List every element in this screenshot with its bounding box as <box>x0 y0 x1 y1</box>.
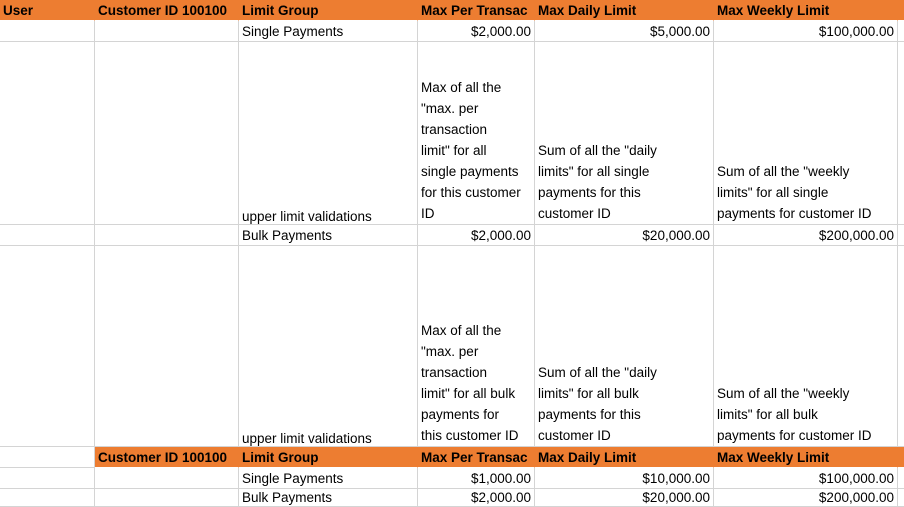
header-max-daily-cell[interactable] <box>535 0 714 21</box>
per-transaction-note: Max of all the "max. per transaction limit" for all bulk payments for this customer ID <box>421 323 519 443</box>
header-max-per-transaction-label: Max Per Transac <box>421 2 528 18</box>
per-transaction-value: $2,000.00 <box>470 490 531 505</box>
header-max-daily-label: Max Daily Limit <box>538 2 637 18</box>
table-row <box>0 21 904 42</box>
extra-cell[interactable] <box>898 246 904 447</box>
table-row <box>0 246 904 447</box>
daily-limit-note: Sum of all the "daily limits" for all bulk payments for this customer ID <box>538 365 657 443</box>
header-max-weekly-cell[interactable] <box>714 0 898 21</box>
header-extra-cell[interactable] <box>898 0 904 21</box>
table-row <box>0 225 904 246</box>
user-cell[interactable] <box>0 468 95 489</box>
limit-group-cell[interactable] <box>239 246 418 447</box>
header-limit-group-cell[interactable] <box>239 0 418 21</box>
header-max-per-transaction-label: Max Per Transac <box>421 449 528 465</box>
per-transaction-cell[interactable] <box>418 225 535 246</box>
weekly-limit-note-cell[interactable] <box>714 246 898 447</box>
weekly-limit-cell[interactable] <box>714 21 898 42</box>
limit-group-label: Single Payments <box>242 23 344 39</box>
daily-limit-value: $20,000.00 <box>642 490 710 505</box>
header-user-cell[interactable] <box>0 0 95 21</box>
header-row-fill <box>95 447 904 468</box>
header-customer-id-cell[interactable] <box>95 0 239 21</box>
limit-group-cell[interactable] <box>239 21 418 42</box>
daily-limit-note-cell[interactable] <box>535 246 714 447</box>
extra-cell[interactable] <box>898 468 904 489</box>
daily-limit-cell[interactable] <box>535 225 714 246</box>
weekly-limit-cell[interactable] <box>714 468 898 489</box>
header-max-daily-cell[interactable] <box>535 447 714 468</box>
per-transaction-cell[interactable] <box>418 21 535 42</box>
limit-group-cell[interactable] <box>239 225 418 246</box>
per-transaction-note-cell[interactable] <box>418 42 535 225</box>
header-max-per-transaction-cell[interactable] <box>418 0 535 21</box>
limit-group-label: Bulk Payments <box>242 490 333 505</box>
limit-group-cell[interactable] <box>239 468 418 489</box>
user-cell[interactable] <box>0 447 95 468</box>
header-max-per-transaction-cell[interactable] <box>418 447 535 468</box>
extra-cell[interactable] <box>898 21 904 42</box>
customer-id-cell[interactable] <box>95 468 239 489</box>
user-cell[interactable] <box>0 225 95 246</box>
limit-group-cell[interactable] <box>239 42 418 225</box>
table-row <box>0 468 904 489</box>
header-limit-group-label: Limit Group <box>242 449 319 465</box>
customer-id-cell[interactable] <box>95 246 239 447</box>
weekly-limit-value: $200,000.00 <box>818 490 894 505</box>
daily-limit-value: $20,000.00 <box>642 227 710 243</box>
table-row <box>0 42 904 225</box>
per-transaction-note-cell[interactable] <box>418 246 535 447</box>
weekly-limit-cell[interactable] <box>714 225 898 246</box>
limit-group-label: Single Payments <box>242 470 344 486</box>
extra-cell[interactable] <box>898 225 904 246</box>
customer-id-cell[interactable] <box>95 225 239 246</box>
extra-cell[interactable] <box>898 42 904 225</box>
header-max-weekly-label: Max Weekly Limit <box>717 449 830 465</box>
header-limit-group-label: Limit Group <box>242 2 319 18</box>
user-cell[interactable] <box>0 42 95 225</box>
header-customer-id-label: Customer ID 100100 <box>98 2 228 18</box>
limit-group-label: Bulk Payments <box>242 227 333 243</box>
header-row <box>0 0 904 21</box>
table-row <box>0 489 904 507</box>
limit-group-cell[interactable] <box>239 489 418 507</box>
weekly-limit-cell[interactable] <box>714 489 898 507</box>
weekly-limit-value: $100,000.00 <box>818 470 894 486</box>
customer-id-cell[interactable] <box>95 21 239 42</box>
user-cell[interactable] <box>0 246 95 447</box>
per-transaction-note: Max of all the "max. per transaction limit" for all single payments for this customer ID <box>421 80 521 221</box>
weekly-limit-value: $100,000.00 <box>818 23 894 39</box>
per-transaction-cell[interactable] <box>418 468 535 489</box>
user-cell[interactable] <box>0 21 95 42</box>
daily-limit-value: $5,000.00 <box>649 23 710 39</box>
header-user-label: User <box>3 2 34 18</box>
daily-limit-cell[interactable] <box>535 468 714 489</box>
per-transaction-value: $2,000.00 <box>470 227 531 243</box>
daily-limit-value: $10,000.00 <box>642 470 710 486</box>
weekly-limit-note: Sum of all the "weekly limits" for all single payments for customer ID <box>717 164 872 221</box>
weekly-limit-note-cell[interactable] <box>714 42 898 225</box>
header-customer-id-cell[interactable] <box>95 447 239 468</box>
header-max-weekly-cell[interactable] <box>714 447 898 468</box>
extra-cell[interactable] <box>898 489 904 507</box>
user-cell[interactable] <box>0 489 95 507</box>
weekly-limit-note: Sum of all the "weekly limits" for all bulk payments for customer ID <box>717 386 872 443</box>
customer-id-cell[interactable] <box>95 42 239 225</box>
customer-id-cell[interactable] <box>95 489 239 507</box>
daily-limit-cell[interactable] <box>535 21 714 42</box>
header-limit-group-cell[interactable] <box>239 447 418 468</box>
header-customer-id-label: Customer ID 100100 <box>98 449 228 465</box>
per-transaction-value: $1,000.00 <box>470 470 531 486</box>
per-transaction-cell[interactable] <box>418 489 535 507</box>
weekly-limit-value: $200,000.00 <box>818 227 894 243</box>
per-transaction-value: $2,000.00 <box>470 23 531 39</box>
validation-label: upper limit validations <box>242 431 372 446</box>
daily-limit-cell[interactable] <box>535 489 714 507</box>
validation-label: upper limit validations <box>242 209 372 224</box>
daily-limit-note-cell[interactable] <box>535 42 714 225</box>
header-max-daily-label: Max Daily Limit <box>538 449 637 465</box>
header-extra-cell[interactable] <box>898 447 904 468</box>
daily-limit-note: Sum of all the "daily limits" for all single payments for this customer ID <box>538 143 657 221</box>
header-max-weekly-label: Max Weekly Limit <box>717 2 830 18</box>
